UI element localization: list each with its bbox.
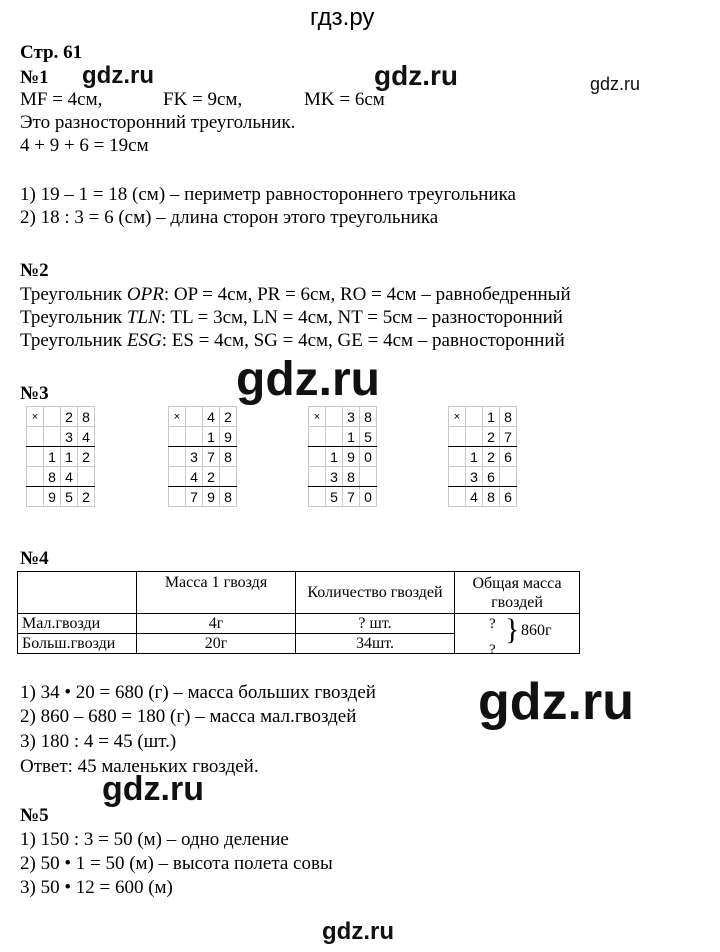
triangle-name: ESG — [126, 330, 162, 351]
watermark: gdz.ru — [236, 353, 380, 406]
task2-line: Треугольник TLN: TL = 3см, LN = 4см, NT = 5см – разносторонний — [20, 307, 563, 328]
total-mass: 860г — [521, 622, 552, 639]
task1-line: 2) 18 : 3 = 6 (см) – длина сторон этого треугольника — [20, 207, 439, 228]
multiply-sign: × — [169, 407, 186, 427]
column-multiplication: × 2 8 3 4 1 1 2 8 4 9 5 2 — [26, 406, 95, 507]
unknown-mark: ? — [489, 642, 496, 658]
task5-line: 3) 50 • 12 = 600 (м) — [20, 877, 173, 898]
table-header: Количество гвоздей — [296, 572, 455, 614]
task5-line: 1) 150 : 3 = 50 (м) – одно деление — [20, 829, 289, 850]
task2-title: №2 — [20, 260, 49, 281]
task4-title: №4 — [20, 548, 49, 569]
task4-line: 1) 34 • 20 = 680 (г) – масса больших гвоздей — [20, 682, 376, 703]
multiply-sign: × — [309, 407, 326, 427]
watermark: gdz.ru — [82, 62, 154, 89]
watermark: gdz.ru — [478, 673, 634, 731]
task4-line: 2) 860 – 680 = 180 (г) – масса мал.гвоздей — [20, 706, 357, 727]
column-multiplication: × 4 2 1 9 3 7 8 4 2 7 9 8 — [168, 406, 237, 507]
multiply-sign: × — [449, 407, 466, 427]
task1-line: 1) 19 – 1 = 18 (см) – периметр равностороннего треугольника — [20, 184, 516, 205]
task1-line: 4 + 9 + 6 = 19см — [20, 135, 149, 156]
unknown-mark: ? — [489, 616, 496, 632]
triangle-name: TLN — [126, 307, 161, 328]
watermark: gdz.ru — [590, 74, 641, 94]
triangle-name: OPR — [126, 284, 164, 305]
table-header: Масса 1 гвоздя — [137, 572, 296, 614]
task4-answer: Ответ: 45 маленьких гвоздей. — [20, 756, 259, 777]
table-row: Мал.гвозди 4г ? шт. ? } 860г ? — [18, 614, 580, 634]
column-multiplication: × 3 8 1 5 1 9 0 3 8 5 7 0 — [308, 406, 377, 507]
watermark: gdz.ru — [374, 60, 458, 91]
brace: } — [505, 613, 520, 646]
watermark: gdz.ru — [322, 918, 394, 945]
nails-table — [17, 571, 580, 658]
task5-line: 2) 50 • 1 = 50 (м) – высота полета совы — [20, 853, 333, 874]
multiply-sign: × — [27, 407, 44, 427]
watermark: gdz.ru — [102, 770, 204, 808]
task1-line: Это разносторонний треугольник. — [20, 112, 296, 133]
column-multiplication: × 1 8 2 7 1 2 6 3 6 4 8 6 — [448, 406, 517, 507]
site-header: гдз.ру — [310, 4, 375, 31]
task3-title: №3 — [20, 383, 49, 404]
task2-line: Треугольник ESG: ES = 4см, SG = 4см, GE = 4см – равносторонний — [20, 330, 565, 351]
table-row: Больш.гвозди 20г 34шт. — [18, 634, 580, 654]
table-header: Общая масса гвоздей — [455, 572, 580, 614]
task1-side-fk: FK = 9см, — [163, 89, 243, 110]
task4-line: 3) 180 : 4 = 45 (шт.) — [20, 731, 177, 752]
task1-title: №1 — [20, 67, 49, 88]
task1-side-mk: MK = 6см — [304, 89, 385, 110]
task1-side-mf: MF = 4см, — [20, 89, 103, 110]
table-header — [18, 572, 137, 614]
task2-line: Треугольник OPR: OP = 4см, PR = 6см, RO = 4см – равнобедренный — [20, 284, 571, 305]
task5-title: №5 — [20, 805, 49, 826]
page-number: Стр. 61 — [20, 42, 83, 63]
